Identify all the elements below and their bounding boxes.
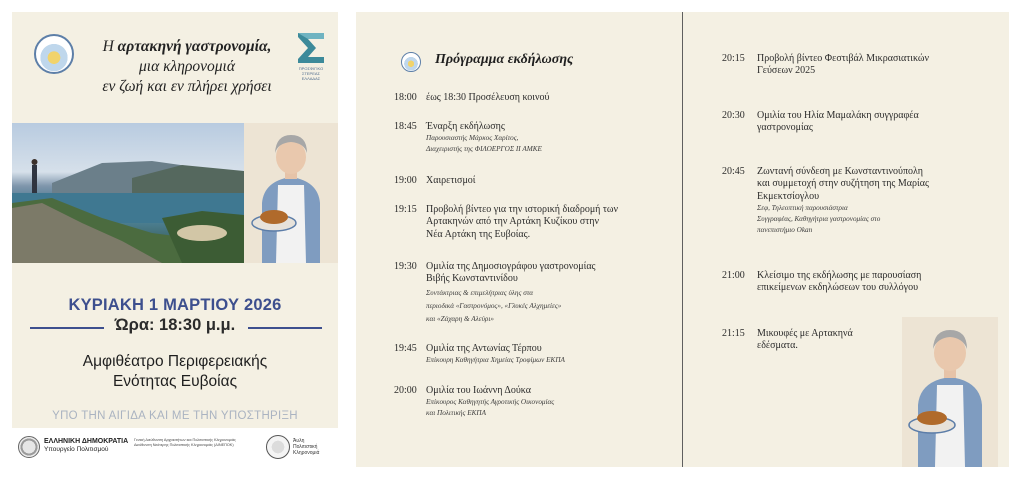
entry-note: Συγγραφέας, Καθηγήτρια γαστρονομίας στο: [757, 215, 881, 224]
cook-portrait-illustration: [902, 317, 998, 467]
entry-text: Νέα Αρτάκη της Ευβοίας.: [426, 228, 531, 240]
heritage-label: [293, 438, 319, 456]
poster-title: [82, 37, 292, 97]
partner-logo: [294, 30, 328, 80]
entry-note: Επίκουρος Καθηγητής Αγροτικής Οικονομίας: [426, 398, 555, 407]
title-line-3: εν ζωή και εν πλήρει χρήσει: [102, 78, 272, 95]
programme-title: Πρόγραμμα εκδήλωσης: [435, 52, 574, 67]
title-line-1-bold: αρτακηνή γαστρονομία,: [117, 38, 272, 55]
entry-text: Προβολή βίντεο για την ιστορική διαδρομή των: [426, 204, 619, 215]
entry-text: Μικουφές με Αρτακηνά: [757, 328, 853, 339]
entry-text: γαστρονομίας: [757, 122, 813, 134]
entry-time: 19:45: [394, 343, 417, 354]
entry-text: Χαιρετισμοί: [426, 175, 476, 186]
venue-line-2: Ενότητας Ευβοίας: [112, 373, 238, 390]
entry-text: Εκμεκτσίογλου: [757, 190, 820, 202]
entry-note: περιοδικά «Γαστρονόμος», «Γλυκές Αλχημείες»: [426, 301, 562, 310]
event-programme: [356, 12, 1009, 467]
support-heading: ΥΠΟ ΤΗΝ ΑΙΓΙΔΑ ΚΑΙ ΜΕ ΤΗΝ ΥΠΟΣΤΗΡΙΞΗ: [52, 410, 298, 422]
association-logo-icon: [401, 52, 421, 72]
entry-time: 19:30: [394, 261, 417, 272]
venue-line-1: Αμφιθέατρο Περιφερειακής: [82, 353, 268, 370]
entry-text: Ομιλία της Δημοσιογράφου γαστρονομίας: [426, 261, 596, 272]
entry-text: Ομιλία του Ιωάννη Δούκα: [426, 385, 531, 396]
sigma-logo-icon: [294, 30, 328, 66]
entry-time: 21:00: [722, 270, 745, 281]
entry-text: Ζωντανή σύνδεση με Κωνσταντινούπολη: [757, 166, 924, 177]
column-divider: [682, 12, 683, 467]
heritage-line-2: Πολιτιστική: [293, 444, 318, 450]
coastal-landscape-photo: [12, 123, 244, 263]
entry-time: 18:45: [394, 121, 417, 132]
entry-time: 19:00: [394, 175, 417, 186]
title-line-2: μια κληρονομιά: [139, 58, 235, 75]
sponsor-bar: [12, 428, 338, 467]
ministry-label: [44, 438, 128, 454]
government-name: ΕΛΛΗΝΙΚΗ ΔΗΜΟΚΡΑΤΙΑ: [44, 438, 129, 445]
entry-text: Προβολή βίντεο Φεστιβάλ Μικρασιατικών: [757, 53, 930, 64]
heritage-seal-icon: [266, 435, 290, 459]
entry-text: επικείμενων εκδηλώσεων του συλλόγου: [757, 282, 919, 294]
entry-note: πανεπιστήμιο Okan: [757, 226, 813, 235]
event-poster: [12, 12, 338, 467]
entry-note: Διαχειριστής της ΦΙΛΟΕΡΓΟΣ ΙΙ ΑΜΚΕ: [426, 145, 542, 154]
greek-republic-emblem-icon: [18, 436, 40, 458]
heritage-line-1: Άυλη: [293, 438, 305, 444]
entry-text: Βιβής Κωνσταντινίδου: [426, 273, 518, 285]
entry-text: έως 18:30 Προσέλευση κοινού: [426, 92, 550, 103]
entry-text: Αρτακηνών από την Αρτάκη Κυζίκου στην: [426, 216, 600, 228]
entry-text: και συμμετοχή στην συζήτηση της Μαρίας: [757, 178, 929, 190]
event-date: ΚΥΡΙΑΚΗ 1 ΜΑΡΤΙΟΥ 2026: [68, 296, 282, 314]
heritage-line-3: Κληρονομιά: [293, 450, 320, 456]
entry-text: Γεύσεων 2025: [757, 65, 816, 77]
entry-text: Κλείσιμο της εκδήλωσης με παρουσίαση: [757, 270, 922, 281]
entry-time: 21:15: [722, 328, 745, 339]
entry-time: 20:45: [722, 166, 745, 177]
ministry-name: Υπουργείο Πολιτισμού: [44, 446, 109, 453]
entry-note: Παρουσιαστής Μάρκος Χαρίτος,: [426, 134, 519, 143]
entry-text: Ομιλία του Ηλία Μαμαλάκη συγγραφέα: [757, 110, 919, 121]
entry-note: και Πολιτικής ΕΚΠΑ: [426, 409, 486, 418]
title-line-1-prefix: Η: [102, 38, 118, 55]
entry-text: Ομιλία της Αντωνίας Τέρπου: [426, 343, 542, 354]
department-label: Γενική Διεύθυνση Αρχαιοτήτων και Πολιτιστικής Κληρονομιάς Διεύθυνση Νεότερης Πολιτιστικής Κληρονομιάς (ΔΙΝΕΠΟΚ): [134, 438, 236, 447]
entry-time: 19:15: [394, 204, 417, 215]
partner-logo-text: ΠΡΟΣΦΙΓΙΚΟ ΣΤΕΡΕΑΣ ΕΛΛΑΔΑΣ: [298, 66, 324, 81]
association-logo-icon: [34, 34, 74, 74]
cook-portrait-illustration: [244, 123, 338, 263]
entry-text: Έναρξη εκδήλωσης: [426, 121, 505, 132]
event-time: Ώρα: 18:30 μ.μ.: [114, 316, 236, 334]
entry-text: εδέσματα.: [757, 340, 798, 352]
entry-note: και «Ζάχαρη & Αλεύρι»: [426, 314, 494, 323]
entry-note: Επίκουρη Καθηγήτρια Χημείας Τροφίμων ΕΚΠΑ: [426, 356, 565, 365]
entry-time: 20:30: [722, 110, 745, 121]
entry-time: 20:00: [394, 385, 417, 396]
event-venue: [12, 352, 338, 392]
entry-note: Σεφ, Τηλεοπτική παρουσιάστρια: [757, 204, 848, 213]
entry-note: Συντάκτριας & επιμελήτριας ύλης στα: [426, 288, 534, 297]
entry-time: 18:00: [394, 92, 417, 103]
entry-time: 20:15: [722, 53, 745, 64]
